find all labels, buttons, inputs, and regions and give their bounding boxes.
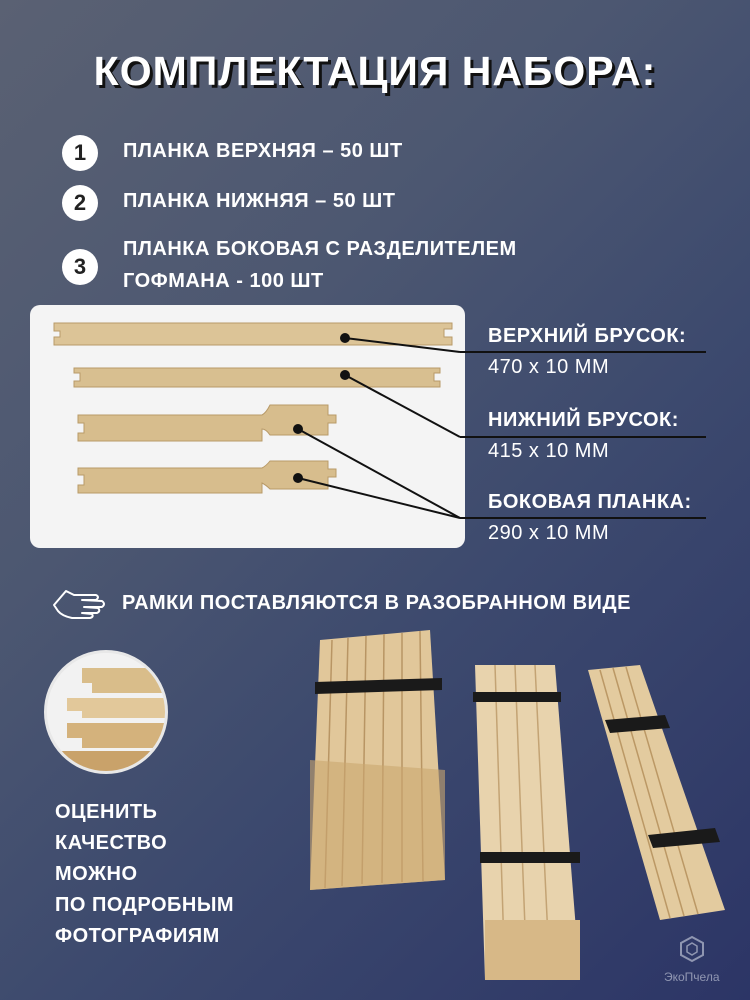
quality-line: ПО ПОДРОБНЫМ <box>55 894 235 916</box>
number-badge: 2 <box>62 185 98 221</box>
pointing-hand-icon <box>52 583 112 624</box>
number-badge: 3 <box>62 249 98 285</box>
callout-dot <box>293 473 303 483</box>
callout-line <box>298 478 460 518</box>
bottom-bars-bundle <box>588 665 725 920</box>
callout-line <box>345 375 460 437</box>
spec-heading: БОКОВАЯ ПЛАНКА: <box>488 491 692 513</box>
spec-value: 470 х 10 ММ <box>488 356 610 378</box>
quality-line: ОЦЕНИТЬ <box>55 801 158 823</box>
spec-side-plank <box>488 491 692 545</box>
item-text: ПЛАНКА НИЖНЯЯ – 50 ШТ <box>123 190 396 212</box>
spec-value: 415 х 10 ММ <box>488 440 610 462</box>
quality-line: ФОТОГРАФИЯМ <box>55 925 220 947</box>
item-line: ГОФМАНА - 100 ШТ <box>123 270 324 292</box>
logo-text: ЭкоПчела <box>664 970 720 984</box>
quality-line: КАЧЕСТВО <box>55 832 168 854</box>
callout-dot <box>340 370 350 380</box>
spec-heading: НИЖНИЙ БРУСОК: <box>488 409 679 431</box>
number-badge: 1 <box>62 135 98 171</box>
quality-line: МОЖНО <box>55 863 138 885</box>
top-bars-bundle <box>473 665 580 980</box>
spec-top-bar <box>488 325 686 379</box>
item-text: ПЛАНКА ВЕРХНЯЯ – 50 ШТ <box>123 140 403 162</box>
page-title: КОМПЛЕКТАЦИЯ НАБОРА: <box>93 48 657 94</box>
callout-line <box>345 338 460 352</box>
assembly-note: РАМКИ ПОСТАВЛЯЮТСЯ В РАЗОБРАННОМ ВИДЕ <box>122 592 631 614</box>
spec-bottom-bar <box>488 409 679 463</box>
quality-text <box>55 797 234 952</box>
spec-value: 290 х 10 ММ <box>488 522 610 544</box>
item-line: ПЛАНКА БОКОВАЯ С РАЗДЕЛИТЕЛЕМ <box>123 238 517 260</box>
callout-line <box>298 429 460 518</box>
detail-photo <box>44 650 168 774</box>
callout-dot <box>340 333 350 343</box>
brand-logo <box>664 935 720 984</box>
spec-heading: ВЕРХНИЙ БРУСОК: <box>488 325 687 347</box>
callout-dot <box>293 424 303 434</box>
side-planks-bundle <box>310 630 445 890</box>
hexagon-logo-icon <box>678 935 706 963</box>
